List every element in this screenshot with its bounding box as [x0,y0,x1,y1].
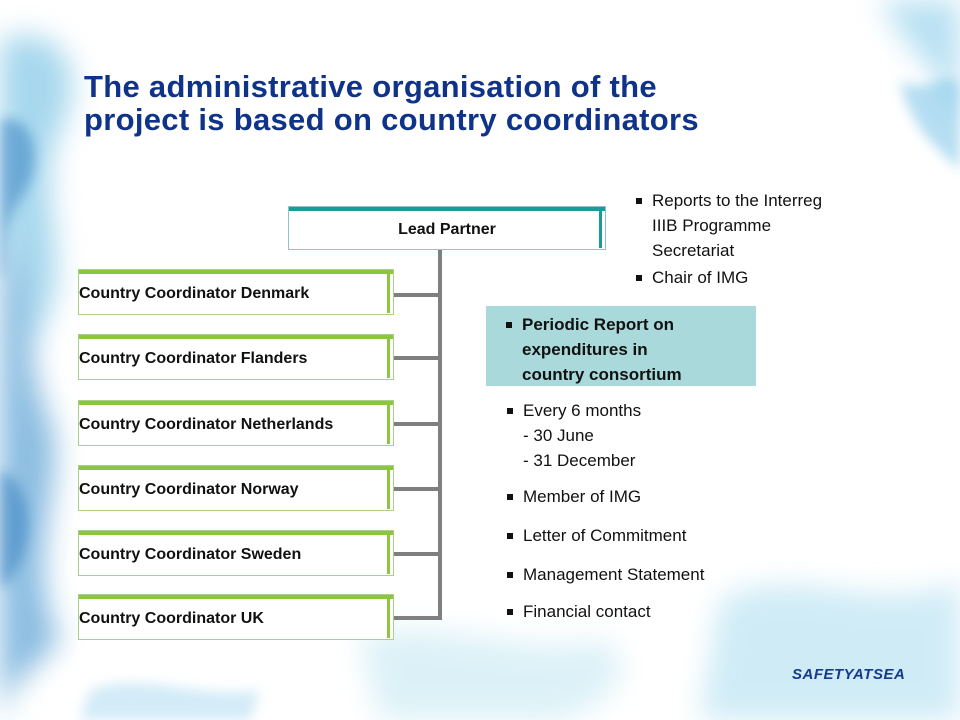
note-letter-commitment: Letter of Commitment [507,523,807,548]
lead-partner-label: Lead Partner [398,221,496,238]
bullet-icon [506,322,512,328]
coordinator-label: Country Coordinator UK [79,610,264,627]
bullet-icon [507,609,513,615]
bullet-icon [507,572,513,578]
coordinator-accent [387,404,390,444]
coordinator-notes [507,398,807,624]
bullet-icon [636,275,642,281]
coordinator-box-denmark [78,269,394,315]
bullet-icon [507,494,513,500]
bullet-icon [507,408,513,414]
coordinator-label: Country Coordinator Norway [79,481,299,498]
coordinator-box-uk [78,594,394,640]
title-line-1: The administrative organisation of the [84,69,657,104]
bullet-icon [507,533,513,539]
note-member-img: Member of IMG [507,484,807,509]
coordinator-accent [387,273,390,313]
coordinator-box-netherlands [78,400,394,446]
title-line-2: project is based on country coordinators [84,102,699,137]
lead-accent [599,210,602,248]
periodic-report-highlight: Periodic Report on expenditures in country consortium [486,306,756,386]
coordinator-label: Country Coordinator Flanders [79,350,308,367]
lead-partner-box [288,206,606,250]
safetyatsea-logo: SAFETYATSEA [792,666,906,683]
coordinator-accent [387,534,390,574]
coordinator-label: Country Coordinator Sweden [79,546,302,563]
coordinator-accent [387,598,390,638]
note-chair: Chair of IMG [636,265,896,290]
coordinator-label: Country Coordinator Denmark [79,285,310,302]
coordinator-box-sweden [78,530,394,576]
coordinator-box-norway [78,465,394,511]
note-reports: Reports to the Interreg IIIB Programme Secretariat [636,188,896,263]
note-every-6-months: Every 6 months - 30 June - 31 December [507,398,807,473]
lead-partner-notes [636,188,896,292]
coordinator-accent [387,469,390,509]
note-management-statement: Management Statement [507,562,807,587]
bullet-icon [636,198,642,204]
note-financial-contact: Financial contact [507,599,807,624]
coordinator-accent [387,338,390,378]
coordinator-label: Country Coordinator Netherlands [79,416,334,433]
coordinator-box-flanders [78,334,394,380]
